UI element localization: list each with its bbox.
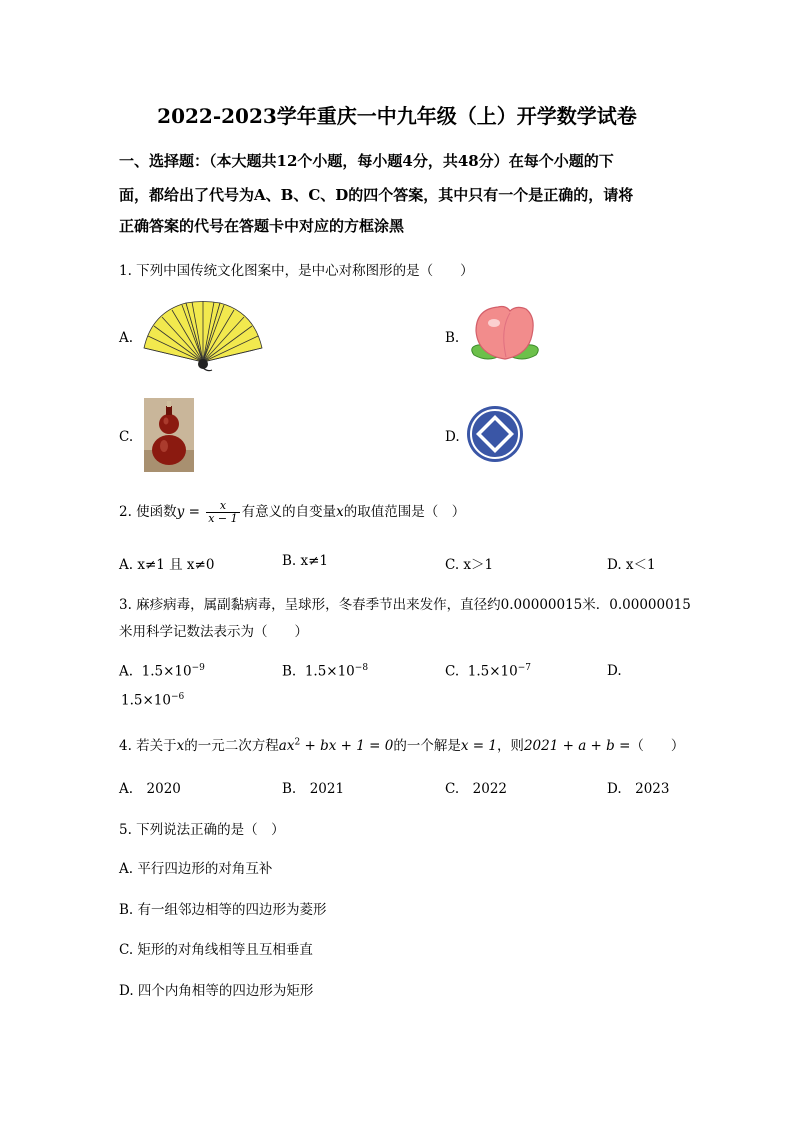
- coin-icon: [466, 405, 524, 463]
- q4-equation-exponent: 2: [294, 737, 301, 748]
- q5-option-c: C. 矩形的对角线相等且互相垂直: [119, 942, 313, 958]
- folding-fan-icon: [142, 300, 264, 372]
- q2-stem-pre: 2. 使函数: [119, 504, 177, 520]
- q5-option-d: D. 四个内角相等的四边形为矩形: [119, 983, 314, 999]
- q5-stem: 5. 下列说法正确的是（ ）: [119, 822, 285, 838]
- q4-option-d: D. 2023: [607, 781, 670, 797]
- q2-option-c: C. x＞1: [445, 557, 494, 573]
- q2-var-x: x: [336, 504, 344, 520]
- q3-stem-line1: 3. 麻疹病毒，属副黏病毒，呈球形，冬春季节出来发作，直径约0.00000015米．0.00000015: [119, 597, 691, 613]
- q3-option-d: [121, 692, 184, 709]
- q4-equation-ax: ax: [278, 738, 295, 754]
- q4-stem-mid2: 的一个解是: [393, 738, 461, 754]
- section-heading-line2: 面，都给出了代号为A、B、C、D的四个答案，其中只有一个是正确的，请将: [119, 186, 634, 204]
- q1-option-b-label: B.: [445, 330, 460, 346]
- q2-fraction-denominator: x − 1: [208, 512, 238, 525]
- q2-option-b: B. x≠1: [282, 553, 329, 569]
- q4-option-b: B. 2021: [282, 781, 345, 797]
- q2-stem: [119, 500, 465, 525]
- q4-stem-pre: 4. 若关于: [119, 738, 177, 754]
- q3-option-d-exp: −6: [170, 692, 185, 702]
- q3-option-b-base: 1.5×10: [304, 663, 355, 680]
- q2-var-y: y: [176, 504, 185, 520]
- q4-stem-mid3: ，则: [496, 738, 524, 754]
- q4-option-c: C. 2022: [445, 781, 507, 797]
- q3-option-a-label: A.: [119, 663, 134, 680]
- q4-stem-mid: 的一元二次方程: [184, 738, 279, 754]
- q3-option-c-base: 1.5×10: [467, 663, 518, 680]
- q3-stem-line2: 米用科学记数法表示为（ ）: [119, 624, 308, 640]
- q2-option-d: D. x＜1: [607, 557, 656, 573]
- q4-var-x: x: [176, 738, 185, 754]
- q3-option-b-exp: −8: [354, 663, 369, 673]
- q4-expression: 2021 + a + b =: [523, 738, 631, 754]
- section-heading-line1: 一、选择题：（本大题共12个小题，每小题4分，共48分）在每个小题的下: [119, 152, 614, 170]
- q2-stem-post: 有意义的自变量: [241, 504, 337, 520]
- q1-option-c-label: C.: [119, 429, 134, 445]
- page-title: 2022-2023学年重庆一中九年级（上）开学数学试卷: [157, 104, 637, 128]
- q4-equation-rest: + bx + 1 = 0: [300, 738, 394, 754]
- q2-stem-post2: 的取值范围是（ ）: [343, 504, 466, 520]
- q3-option-a: [119, 663, 205, 680]
- q4-stem-post: （ ）: [630, 738, 685, 754]
- q5-option-a: A. 平行四边形的对角互补: [119, 861, 273, 877]
- q3-option-c: [445, 663, 531, 680]
- q1-option-d-label: D.: [445, 429, 460, 445]
- q3-option-d-base: 1.5×10: [121, 692, 171, 709]
- q3-option-d-label: D.: [607, 663, 622, 679]
- peach-icon: [466, 303, 544, 371]
- q4-solution: x = 1: [460, 738, 497, 754]
- q3-option-a-exp: −9: [191, 663, 205, 673]
- q2-option-a: A. x≠1 且 x≠0: [119, 557, 215, 573]
- q1-stem: 1. 下列中国传统文化图案中，是中心对称图形的是（ ）: [119, 263, 474, 279]
- q3-option-b-label: B.: [282, 663, 297, 680]
- q4-option-a: A. 2020: [119, 781, 181, 797]
- q2-fraction-numerator: x: [206, 500, 239, 513]
- q5-option-b: B. 有一组邻边相等的四边形为菱形: [119, 902, 327, 918]
- gourd-photo: [144, 398, 194, 472]
- q1-option-a-label: A.: [119, 330, 134, 346]
- q3-option-a-base: 1.5×10: [141, 663, 192, 680]
- q3-option-c-exp: −7: [517, 663, 531, 673]
- q2-equals: =: [184, 504, 205, 520]
- q2-fraction: [206, 500, 239, 525]
- q3-option-b: [282, 663, 368, 680]
- q4-stem: [119, 734, 684, 754]
- q3-option-c-label: C.: [445, 663, 460, 680]
- section-heading-line3: 正确答案的代号在答题卡中对应的方框涂黑: [119, 217, 405, 235]
